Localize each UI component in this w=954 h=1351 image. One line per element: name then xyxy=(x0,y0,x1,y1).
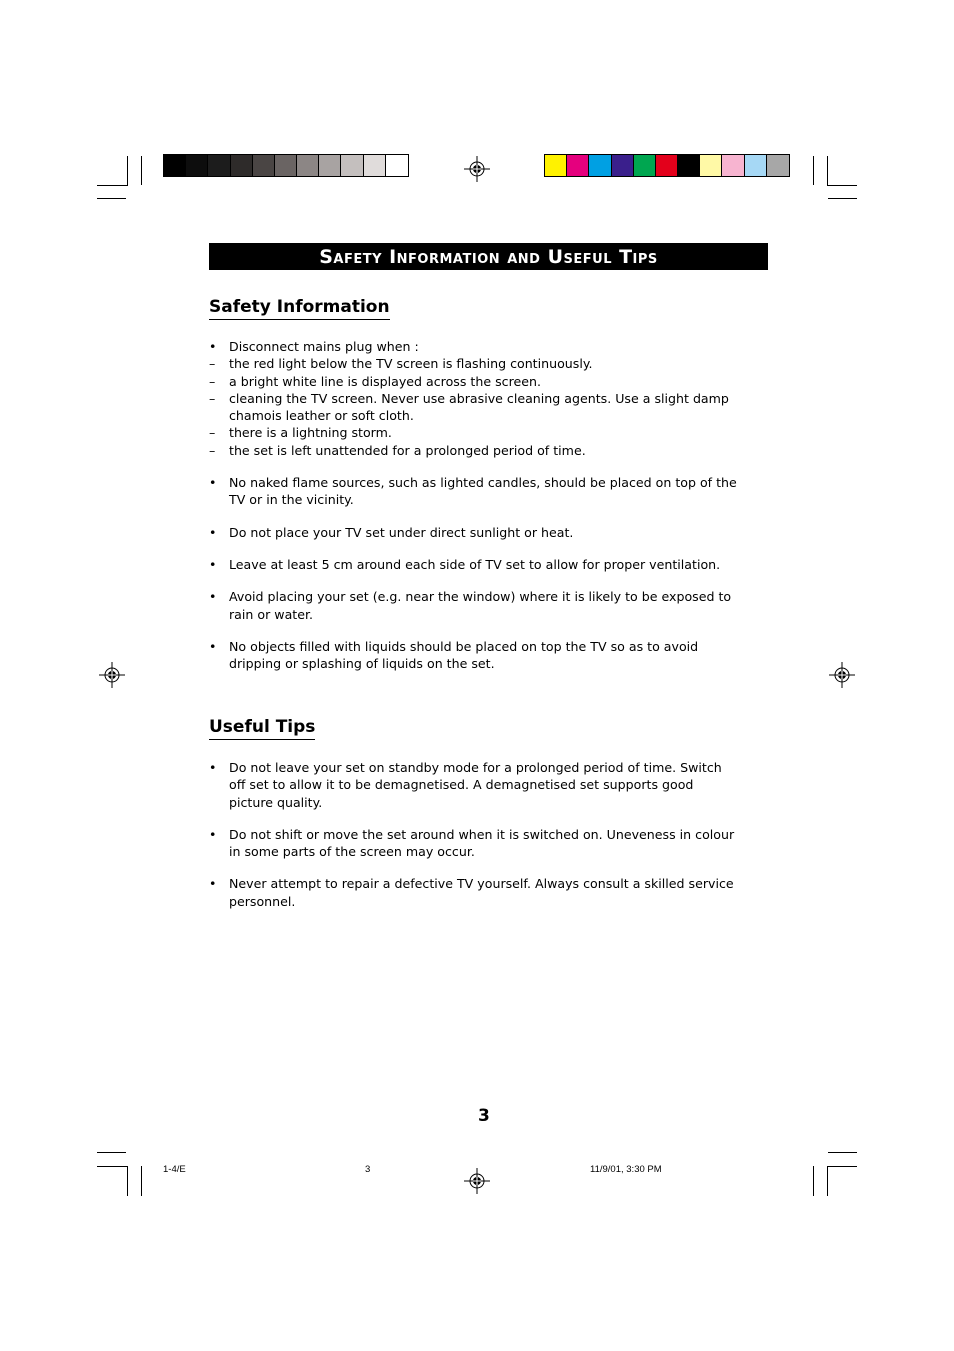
bullet-icon: • xyxy=(209,556,217,572)
grayscale-calibration-strip xyxy=(163,154,409,177)
footer-timestamp: 11/9/01, 3:30 PM xyxy=(590,1164,662,1175)
list-item-text: cleaning the TV screen. Never use abrasive cleaning agents. Use a slight damp chamois leather or soft cloth. xyxy=(229,390,729,424)
list-item-text: Do not place your TV set under direct sunlight or heat. xyxy=(229,524,574,540)
list-item xyxy=(209,474,739,509)
list-item xyxy=(209,556,739,573)
crop-mark xyxy=(97,198,126,199)
color-swatch xyxy=(767,155,789,176)
crop-mark xyxy=(828,198,857,199)
bullet-icon: • xyxy=(209,826,217,842)
registration-mark-icon xyxy=(464,156,490,182)
bullet-icon: • xyxy=(209,524,217,540)
crop-mark xyxy=(827,1166,828,1196)
list-item xyxy=(209,759,739,811)
color-swatch xyxy=(589,155,611,176)
color-swatch xyxy=(386,155,408,176)
crop-mark xyxy=(141,1166,142,1196)
color-swatch xyxy=(275,155,297,176)
list-item-text: the red light below the TV screen is flashing continuously. xyxy=(229,356,593,372)
footer-file-code: 1-4/E xyxy=(163,1164,186,1175)
list-item-text: there is a lightning storm. xyxy=(229,425,392,441)
color-swatch xyxy=(678,155,700,176)
list-item-text: No objects filled with liquids should be placed on top the TV so as to avoid dripping or splashing of liquids on the set. xyxy=(229,638,699,672)
list-item-text: Do not shift or move the set around when it is switched on. Uneveness in colour in some parts of the screen may occur. xyxy=(229,826,735,860)
crop-mark xyxy=(97,185,128,186)
crop-mark xyxy=(127,156,128,185)
color-swatch xyxy=(319,155,341,176)
dash-icon: – xyxy=(209,442,216,458)
color-swatch xyxy=(634,155,656,176)
crop-mark xyxy=(827,1166,857,1167)
dash-icon: – xyxy=(209,356,216,372)
page-title-bar xyxy=(209,243,768,270)
footer-page-number: 3 xyxy=(365,1164,371,1175)
color-swatch xyxy=(567,155,589,176)
bullet-icon: • xyxy=(209,589,217,605)
list-item xyxy=(209,826,739,861)
list-item xyxy=(209,338,739,355)
bullet-icon: • xyxy=(209,475,217,491)
list-item-text: Leave at least 5 cm around each side of TV set to allow for proper ventilation. xyxy=(229,556,721,572)
color-swatch xyxy=(231,155,253,176)
bullet-icon: • xyxy=(209,760,217,775)
color-swatch xyxy=(208,155,230,176)
color-swatch xyxy=(341,155,363,176)
list-item xyxy=(209,524,739,541)
crop-mark xyxy=(827,156,828,185)
crop-mark xyxy=(97,1152,126,1153)
tips-heading: Useful Tips xyxy=(209,717,315,740)
bullet-icon: • xyxy=(209,339,217,354)
crop-mark xyxy=(813,1166,814,1196)
page-title: Safety Information and Useful Tips xyxy=(319,245,658,268)
list-item-text: Never attempt to repair a defective TV yourself. Always consult a skilled service personnel. xyxy=(229,876,734,909)
crop-mark xyxy=(828,1152,857,1153)
crop-mark xyxy=(813,156,814,185)
crop-mark xyxy=(127,1166,128,1196)
list-item xyxy=(209,355,739,372)
list-item-text: the set is left unattended for a prolonged period of time. xyxy=(229,442,586,458)
list-item xyxy=(209,442,739,459)
bullet-icon: • xyxy=(209,876,217,892)
list-item-text: Avoid placing your set (e.g. near the window) where it is likely to be exposed to rain or water. xyxy=(229,589,732,622)
tips-list xyxy=(209,759,739,910)
list-item-text: Do not leave your set on standby mode for a prolonged period of time. Switch off set to allow it to be demagnetised. A demagnetised set supports good picture quality. xyxy=(229,760,722,810)
color-swatch xyxy=(700,155,722,176)
color-swatch xyxy=(164,155,186,176)
page-number: 3 xyxy=(478,1106,490,1126)
dash-icon: – xyxy=(209,373,216,389)
list-item-text: a bright white line is displayed across the screen. xyxy=(229,373,541,389)
color-swatch xyxy=(612,155,634,176)
color-calibration-strip xyxy=(544,154,790,177)
color-swatch xyxy=(297,155,319,176)
registration-mark-icon xyxy=(464,1168,490,1194)
color-swatch xyxy=(656,155,678,176)
list-item-text: No naked flame sources, such as lighted candles, should be placed on top of the TV or in the vicinity. xyxy=(229,475,737,508)
list-item-text: Disconnect mains plug when : xyxy=(229,339,419,354)
color-swatch xyxy=(186,155,208,176)
registration-mark-icon xyxy=(829,662,855,688)
list-item xyxy=(209,875,739,910)
crop-mark xyxy=(141,156,142,185)
crop-mark xyxy=(97,1166,128,1167)
list-item xyxy=(209,588,739,623)
crop-mark xyxy=(827,185,857,186)
list-item xyxy=(209,638,739,673)
list-item xyxy=(209,390,739,425)
color-swatch xyxy=(545,155,567,176)
color-swatch xyxy=(364,155,386,176)
color-swatch xyxy=(253,155,275,176)
bullet-icon: • xyxy=(209,638,217,654)
list-item xyxy=(209,424,739,441)
list-item xyxy=(209,373,739,390)
safety-heading: Safety Information xyxy=(209,297,390,320)
color-swatch xyxy=(722,155,744,176)
color-swatch xyxy=(745,155,767,176)
dash-icon: – xyxy=(209,390,216,406)
dash-icon: – xyxy=(209,425,216,441)
registration-mark-icon xyxy=(99,662,125,688)
safety-list xyxy=(209,338,739,672)
